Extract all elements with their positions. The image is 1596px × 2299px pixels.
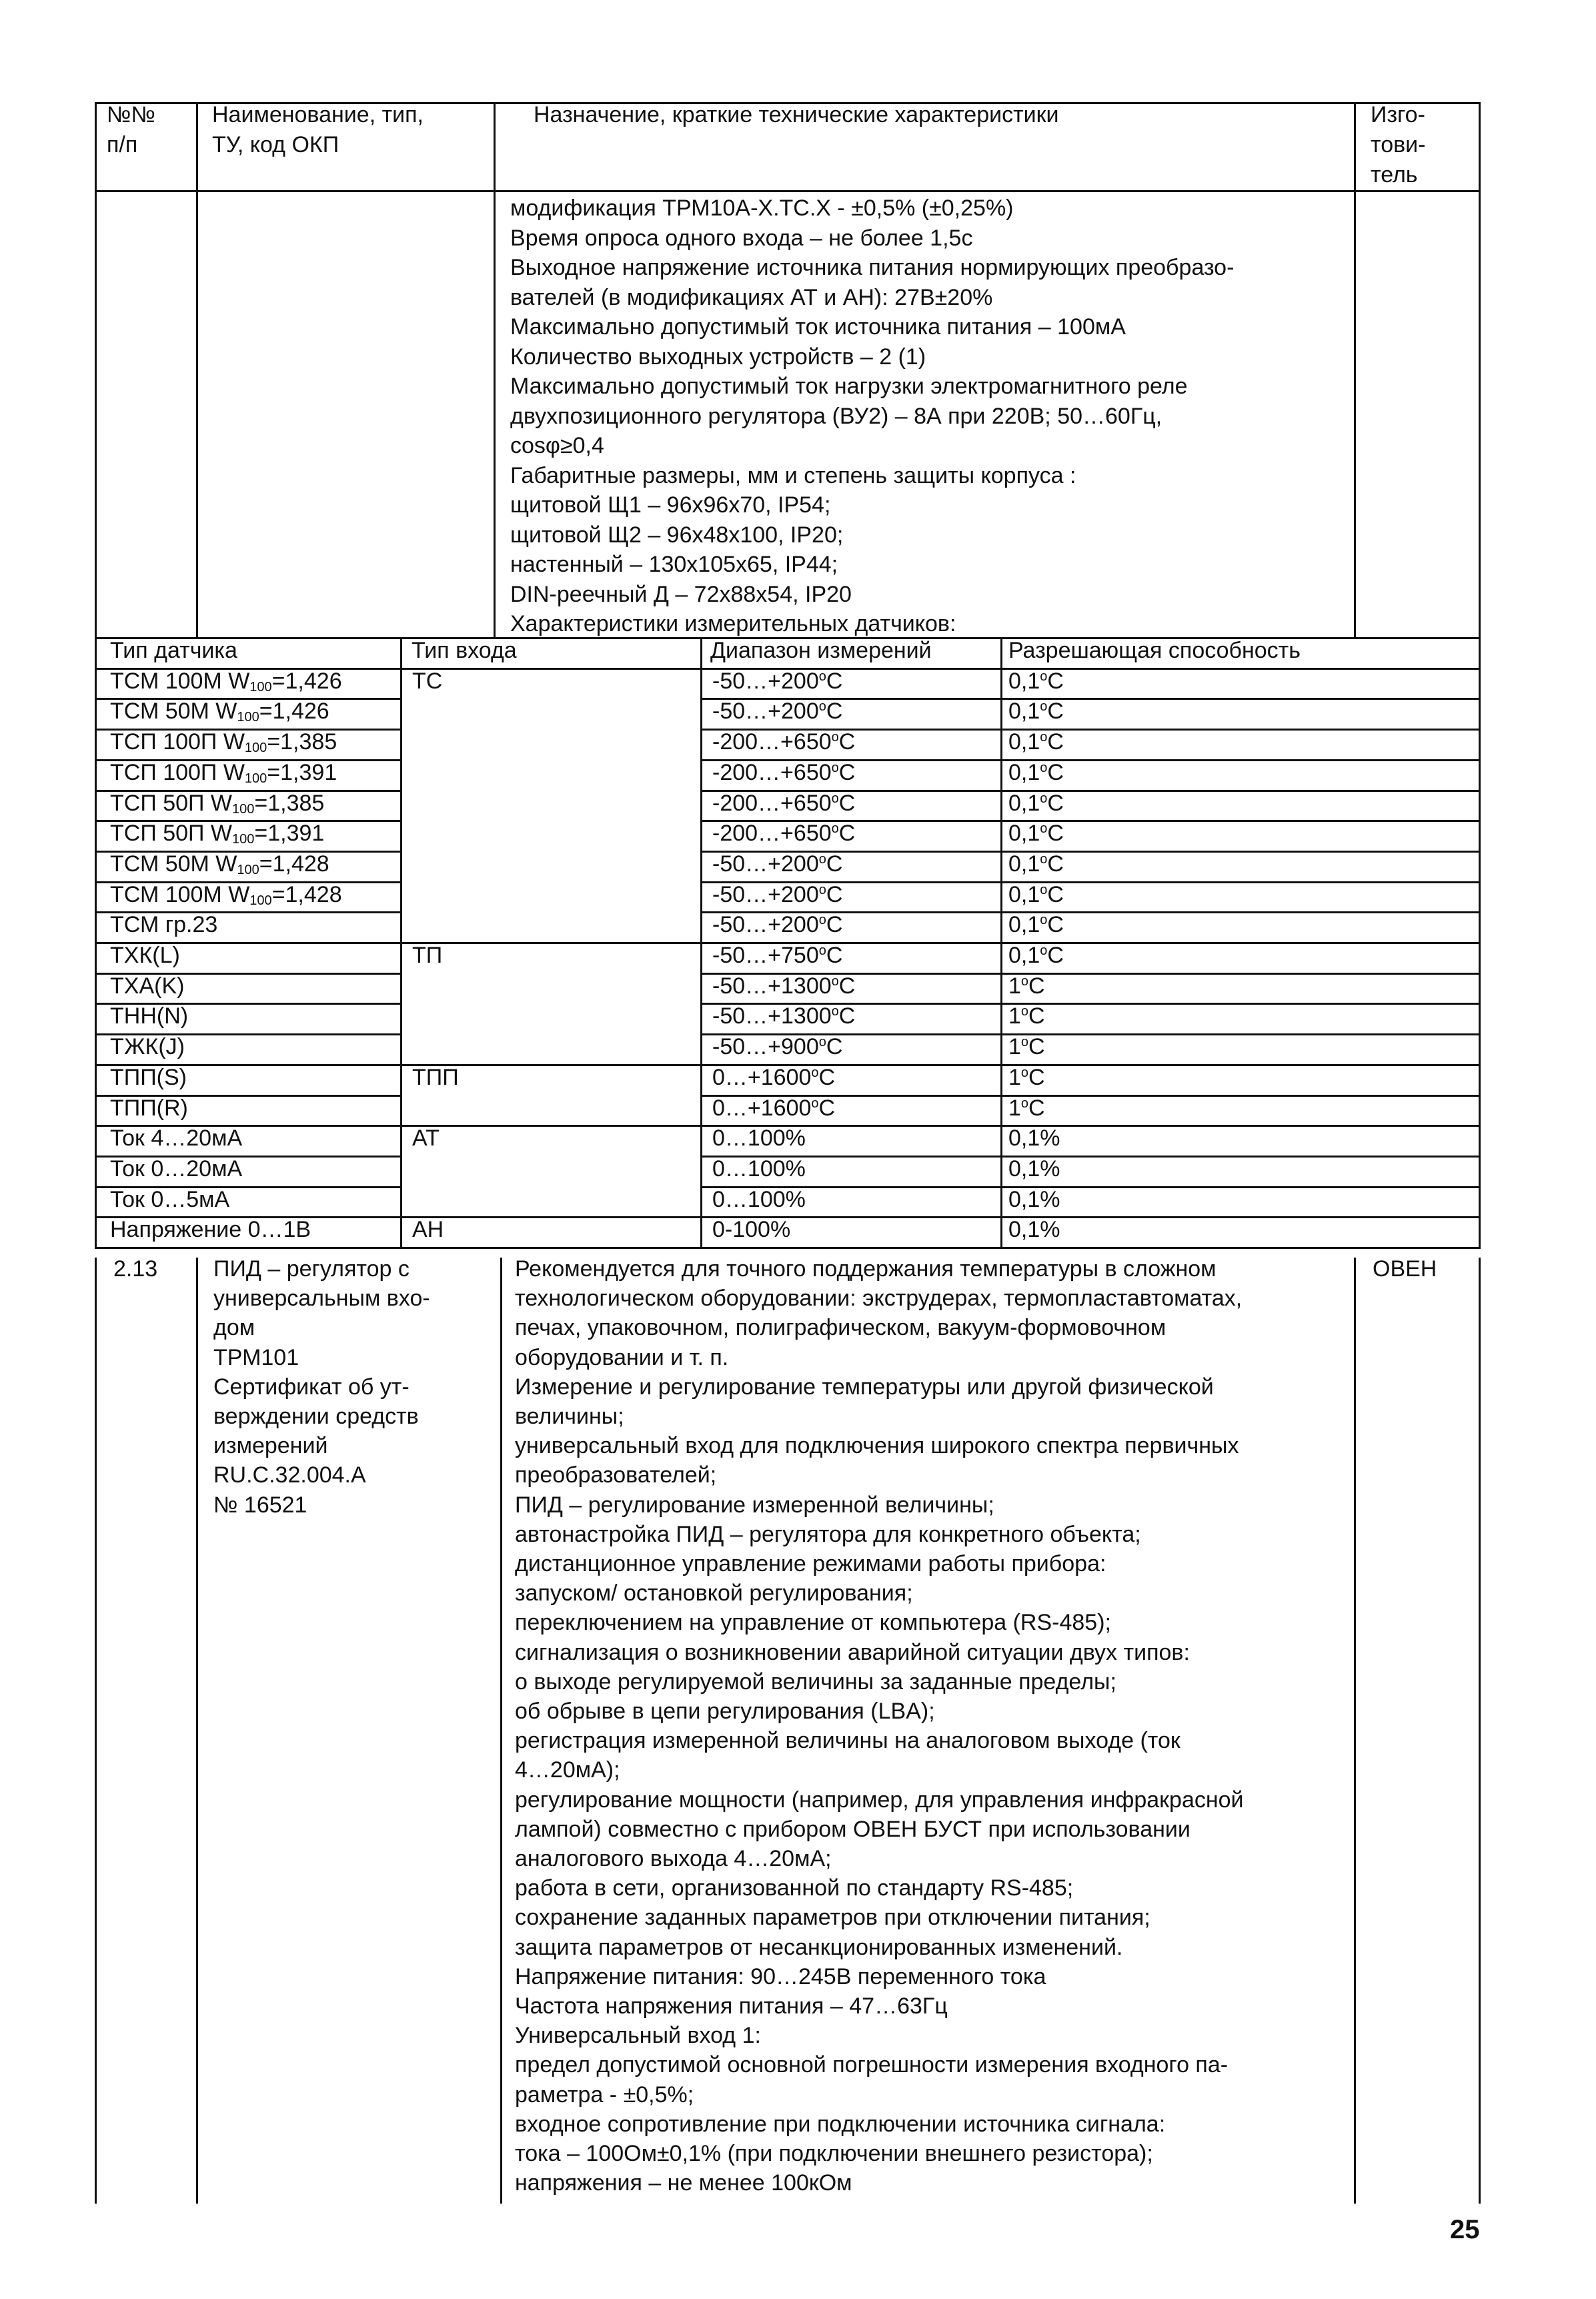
spec-line: вателей (в модификациях АТ и АН): 27В±20% (510, 284, 993, 310)
sensor-range-value: -50…+200 (712, 668, 819, 694)
entry-desc-line: об обрыве в цепи регулирования (LBA); (515, 1699, 935, 1724)
sensor-group-line (400, 942, 702, 944)
col-border-2 (196, 102, 198, 637)
sensor-row-line (700, 1247, 1481, 1249)
sensor-range-value: -50…+750 (712, 943, 819, 968)
entry-desc-line: печах, упаковочном, полиграфическом, вакуум-формовочном (515, 1315, 1166, 1341)
entry-desc-line: регулирование мощности (например, для управления инфракрасной (515, 1787, 1244, 1813)
spec-line: настенный – 130х105х65, IP44; (510, 552, 838, 577)
entry-col-border-4 (1354, 1258, 1356, 2204)
degree-sign: o (818, 699, 826, 715)
spec-line: Количество выходных устройств – 2 (1) (510, 344, 926, 370)
entry-name-line: верждении средств (213, 1404, 419, 1429)
sensor-range-value: -50…+200 (712, 699, 819, 725)
sensor-range-unit: C (838, 973, 856, 999)
sensor-resolution-unit: C (1047, 759, 1064, 785)
sensor-header-0: Тип датчика (110, 638, 237, 663)
sensor-range (712, 1001, 855, 1031)
sensor-range-unit: C (838, 759, 856, 785)
sensor-resolution-value: 0,1 (1008, 821, 1040, 847)
sensor-range (712, 697, 842, 727)
entry-name-line: Сертификат об ут- (213, 1374, 410, 1400)
sensor-range (712, 1154, 806, 1184)
degree-sign: o (818, 913, 826, 928)
sensor-range-value: -200…+650 (712, 759, 832, 785)
sensor-name (110, 1185, 229, 1215)
col-border-5 (1479, 102, 1481, 637)
spec-line: Максимально допустимый ток источника питания – 100мА (510, 314, 1126, 340)
sensor-input-type: АТ (412, 1125, 440, 1152)
sensor-range-unit: C (826, 699, 843, 725)
sensor-header-3: Разрешающая способность (1008, 638, 1301, 663)
entry-name-line: ТРМ101 (213, 1344, 299, 1370)
degree-sign: o (831, 1004, 839, 1019)
sensor-range (712, 1032, 842, 1062)
sensor-name (110, 849, 329, 879)
degree-sign: o (1040, 699, 1048, 715)
entry-desc-line: аналогового выхода 4…20мА; (515, 1846, 832, 1871)
sensor-resolution (1008, 941, 1064, 971)
sensor-subscript: 100 (237, 862, 259, 877)
sensor-subscript: 100 (237, 710, 259, 725)
degree-sign: o (831, 821, 839, 837)
sensor-name (110, 910, 217, 940)
sensor-header-1: Тип входа (412, 638, 517, 663)
sensor-name (110, 1215, 311, 1245)
sensor-range-value: -50…+200 (712, 912, 819, 938)
sensor-range-unit: C (838, 790, 856, 816)
sensor-range-value: -50…+900 (712, 1034, 819, 1060)
sensor-resolution-value: 1 (1008, 973, 1021, 999)
sensor-group-line (400, 1216, 702, 1218)
sensor-name (110, 697, 329, 727)
sensor-name (110, 666, 342, 697)
sensor-range-value: -50…+1300 (712, 973, 832, 999)
spec-line: DIN-реечный Д – 72х88х54, IP20 (510, 581, 852, 607)
sensor-name-text: ТСП 100П W (110, 759, 245, 785)
sensor-resolution-unit: C (1047, 729, 1064, 755)
entry-desc-line: запуском/ остановкой регулирования; (515, 1580, 913, 1606)
entry-desc-line: раметра - ±0,5%; (515, 2082, 694, 2108)
spec-line: Время опроса одного входа – не более 1,5с (510, 225, 973, 251)
sensor-row-line (700, 1125, 1481, 1127)
entry-desc-line: 4…20мА); (515, 1757, 620, 1783)
sensor-ratio: =1,428 (271, 881, 342, 907)
sensor-resolution-unit: C (1028, 1034, 1045, 1060)
sensor-name-text: ТСМ 100М W (110, 881, 250, 907)
sensor-range-value: -50…+200 (712, 881, 819, 907)
entry-manufacturer: ОВЕН (1373, 1256, 1437, 1282)
sensor-name (110, 880, 342, 910)
sensor-resolution (1008, 666, 1064, 697)
entry-name-line: ПИД – регулятор с (213, 1256, 410, 1282)
sensor-range-unit: C (838, 1003, 856, 1029)
sensor-resolution-value: 0,1 (1008, 851, 1040, 877)
sensor-ratio: =1,428 (259, 851, 329, 877)
sensor-resolution (1008, 789, 1064, 819)
sensor-name-text: ТПП(S) (110, 1064, 187, 1090)
sensor-resolution-unit: C (1028, 1064, 1045, 1090)
entry-name-line: измерений (213, 1433, 328, 1459)
sensor-name-text: ТСП 50П W (110, 821, 232, 847)
sensor-name-text: ТНН(N) (110, 1003, 189, 1029)
sensor-name (110, 1032, 185, 1062)
sensor-resolution-value: 0,1 (1008, 790, 1040, 816)
sensor-resolution (1008, 880, 1064, 910)
header-bottom-border (95, 190, 1481, 192)
spec-line: Максимально допустимый ток нагрузки электромагнитного реле (510, 374, 1188, 399)
sensor-resolution (1008, 849, 1064, 879)
sensor-input-type: ТС (412, 668, 443, 694)
sensor-resolution-unit: C (1028, 1095, 1045, 1121)
degree-sign: o (1020, 1095, 1029, 1111)
sensor-subscript: 100 (232, 832, 255, 847)
entry-desc-line: дистанционное управление режимами работы прибора: (515, 1551, 1106, 1576)
sensor-name-text: ТПП(R) (110, 1095, 188, 1121)
sensor-ratio: =1,385 (267, 729, 337, 755)
sensor-range-unit: C (826, 943, 843, 968)
col-border-1 (95, 102, 97, 637)
degree-sign: o (831, 730, 839, 745)
degree-sign: o (818, 851, 826, 867)
sensor-range-value: -200…+650 (712, 729, 832, 755)
sensor-range-unit: C (818, 1095, 836, 1121)
sensor-resolution-value: 0,1% (1008, 1156, 1060, 1182)
entry-name-line: № 16521 (213, 1492, 307, 1518)
entry-desc-line: Частота напряжения питания – 47…63Гц (515, 1993, 948, 2019)
sensor-resolution-value: 0,1 (1008, 759, 1040, 785)
sensor-resolution (1008, 727, 1064, 757)
entry-col-border-2 (196, 1258, 198, 2204)
sensor-range (712, 971, 855, 1001)
spec-line: щитовой Щ1 – 96х96х70, IP54; (510, 492, 831, 518)
degree-sign: o (1020, 1004, 1029, 1019)
sensor-range-value: -50…+200 (712, 851, 819, 877)
entry-name-line: дом (213, 1315, 255, 1341)
sensor-range-unit: C (826, 912, 843, 938)
sensor-resolution (1008, 819, 1064, 849)
sensor-resolution-value: 0,1% (1008, 1125, 1060, 1152)
sensor-name (110, 819, 324, 849)
degree-sign: o (831, 973, 839, 989)
entry-name-line: RU.C.32.004.A (213, 1462, 366, 1488)
degree-sign: o (811, 1065, 819, 1080)
sensor-range (712, 941, 842, 971)
degree-sign: o (818, 882, 826, 897)
sensor-name-text: ТСП 100П W (110, 729, 245, 755)
sensor-name-text: ТСМ гр.23 (110, 912, 218, 938)
degree-sign: o (1040, 668, 1048, 684)
sensor-range (712, 819, 855, 849)
sensor-input-type: АН (412, 1217, 444, 1243)
sensor-name-text: ТСМ 50М W (110, 851, 237, 877)
sensor-subscript: 100 (232, 801, 255, 817)
sensor-range-value: 0…+1600 (712, 1064, 812, 1090)
sensor-row-line (700, 1216, 1481, 1218)
sensor-resolution-unit: C (1028, 973, 1045, 999)
sensor-resolution (1008, 1032, 1045, 1062)
degree-sign: o (818, 943, 826, 958)
sensor-name (110, 1063, 187, 1093)
entry-desc-line: оборудовании и т. п. (515, 1344, 729, 1370)
sensor-resolution-value: 1 (1008, 1064, 1021, 1090)
sensor-row-line (700, 1186, 1481, 1188)
sensor-name-text: ТХК(L) (110, 943, 180, 968)
sensor-header-2: Диапазон измерений (710, 638, 932, 663)
sensor-name-text: ТСМ 50М W (110, 699, 237, 725)
sensor-range-unit: C (826, 668, 843, 694)
degree-sign: o (1020, 1035, 1029, 1050)
sensor-name (110, 1154, 242, 1184)
entry-desc-line: защита параметров от несанкционированных изменений. (515, 1934, 1123, 1960)
sensor-name-text: ТСМ 100М W (110, 668, 250, 694)
entry-desc-line: тока – 100Ом±0,1% (при подключении внешнего резистора); (515, 2141, 1153, 2166)
entry-desc-line: Напряжение питания: 90…245В переменного тока (515, 1963, 1046, 1989)
sensor-resolution-value: 0,1 (1008, 729, 1040, 755)
degree-sign: o (1040, 851, 1048, 867)
entry-number: 2.13 (113, 1256, 158, 1282)
sensor-resolution-unit: C (1047, 821, 1064, 847)
sensor-resolution-value: 0,1 (1008, 668, 1040, 694)
sensor-range-unit: C (826, 1034, 843, 1060)
sensor-resolution-unit: C (1047, 668, 1064, 694)
sensor-resolution-unit: C (1047, 699, 1064, 725)
sensor-range (712, 1093, 835, 1123)
degree-sign: o (1040, 943, 1048, 958)
sensor-range (712, 789, 855, 819)
sensor-resolution (1008, 971, 1045, 1001)
sensor-subscript: 100 (249, 893, 272, 908)
spec-line: Выходное напряжение источника питания нормирующих преобразо- (510, 255, 1235, 280)
sensor-ratio: =1,391 (267, 759, 337, 785)
degree-sign: o (1040, 882, 1048, 897)
sensor-range (712, 727, 855, 757)
sensor-resolution-value: 0,1 (1008, 881, 1040, 907)
entry-desc-line: ПИД – регулирование измеренной величины; (515, 1492, 994, 1518)
sensor-range-unit: C (838, 729, 856, 755)
sensor-resolution (1008, 1185, 1060, 1215)
sensor-range (712, 910, 842, 940)
degree-sign: o (831, 791, 839, 806)
sensor-resolution (1008, 910, 1064, 940)
entry-desc-line: входное сопротивление при подключении источника сигнала: (515, 2111, 1166, 2137)
sensor-range (712, 1123, 806, 1154)
degree-sign: o (1040, 821, 1048, 837)
spec-line: Габаритные размеры, мм и степень защиты корпуса : (510, 462, 1076, 488)
entry-desc-line: технологическом оборудовании: экструдерах, термопластавтоматах, (515, 1286, 1243, 1312)
entry-desc-line: величины; (515, 1404, 624, 1429)
sensor-range (712, 880, 842, 910)
sensor-name-text: Ток 0…5мА (110, 1186, 230, 1212)
sensor-range-value: 0…100% (712, 1125, 806, 1152)
sensor-resolution-unit: C (1047, 851, 1064, 877)
sensor-name-text: Ток 4…20мА (110, 1125, 243, 1152)
sensor-resolution-value: 1 (1008, 1095, 1021, 1121)
sensor-resolution (1008, 1215, 1060, 1245)
sensor-range (712, 666, 842, 697)
spec-line: щитовой Щ2 – 96х48х100, IP20; (510, 522, 844, 548)
degree-sign: o (831, 760, 839, 775)
degree-sign: o (818, 1035, 826, 1050)
sensor-resolution-unit: C (1047, 912, 1064, 938)
sensor-group-line (400, 668, 702, 670)
sensor-name-text: Ток 0…20мА (110, 1156, 243, 1182)
entry-desc-line: работа в сети, организованной по стандарту RS-485; (515, 1875, 1074, 1901)
sensor-range-value: -50…+1300 (712, 1003, 832, 1029)
degree-sign: o (1040, 913, 1048, 928)
entry-desc-line: сигнализация о возникновении аварийной ситуации двух типов: (515, 1639, 1190, 1665)
sensor-name (110, 789, 324, 819)
sensor-name (110, 1093, 188, 1123)
sensor-name-text: ТСП 50П W (110, 790, 232, 816)
sensor-range-unit: C (838, 821, 856, 847)
spec-line: cosφ≥0,4 (510, 433, 604, 458)
col-border-4 (1354, 102, 1356, 637)
sensor-subscript: 100 (244, 771, 267, 786)
entry-desc-line: регистрация измеренной величины на аналоговом выходе (ток (515, 1728, 1180, 1754)
entry-desc-line: о выходе регулируемой величины за заданные пределы; (515, 1669, 1116, 1695)
degree-sign: o (1020, 1065, 1029, 1080)
sensor-ratio: =1,426 (271, 668, 342, 694)
degree-sign: o (1040, 730, 1048, 745)
degree-sign: o (811, 1095, 819, 1111)
sensor-resolution-value: 0,1 (1008, 912, 1040, 938)
sensor-resolution (1008, 1063, 1045, 1093)
entry-desc-line: переключением на управление от компьютера (RS-485); (515, 1610, 1111, 1636)
sensor-range-unit: C (826, 881, 843, 907)
sensor-name (110, 1123, 242, 1154)
entry-col-border-1 (95, 1258, 97, 2204)
entry-desc-line: Рекомендуется для точного поддержания температуры в сложном (515, 1256, 1217, 1282)
entry-col-border-3 (500, 1258, 502, 2204)
entry-desc-line: автонастройка ПИД – регулятора для конкретного объекта; (515, 1521, 1141, 1547)
degree-sign: o (1040, 760, 1048, 775)
degree-sign: o (1040, 791, 1048, 806)
sensor-range (712, 1063, 835, 1093)
col-border-3 (494, 102, 496, 637)
sensor-name (110, 1001, 188, 1031)
entry-desc-line: Измерение и регулирование температуры или другой физической (515, 1374, 1214, 1400)
sensor-subscript: 100 (249, 679, 272, 695)
degree-sign: o (818, 668, 826, 684)
sensor-resolution-value: 0,1% (1008, 1217, 1060, 1243)
entry-desc-line: универсальный вход для подключения широкого спектра первичных (515, 1433, 1239, 1459)
sensor-resolution-unit: C (1047, 881, 1064, 907)
sensor-resolution-unit: C (1047, 790, 1064, 816)
sensor-name-text: Напряжение 0…1В (110, 1217, 311, 1243)
sensor-resolution (1008, 1123, 1060, 1154)
sensor-name (110, 758, 337, 788)
sensor-resolution-value: 0,1% (1008, 1186, 1060, 1212)
spec-line: двухпозиционного регулятора (ВУ2) – 8А при 220В; 50…60Гц, (510, 403, 1162, 429)
entry-desc-line: лампой) совместно с прибором ОВЕН БУСТ при использовании (515, 1816, 1190, 1842)
sensor-input-type: ТП (412, 943, 443, 968)
sensor-row-line (700, 1156, 1481, 1158)
entry-desc-line: преобразователей; (515, 1462, 717, 1488)
entry-col-border-5 (1479, 1258, 1481, 2204)
sensor-range-unit: C (818, 1064, 836, 1090)
sensor-range (712, 849, 842, 879)
sensor-name (110, 971, 184, 1001)
sensor-resolution (1008, 1093, 1045, 1123)
sensor-resolution (1008, 1001, 1045, 1031)
sensor-range (712, 1185, 806, 1215)
entry-desc-line: сохранение заданных параметров при отключении питания; (515, 1905, 1150, 1931)
sensor-resolution-unit: C (1047, 943, 1064, 968)
sensor-range-value: -200…+650 (712, 821, 832, 847)
spec-line: модификация ТРМ10А-Х.ТС.Х - ±0,5% (±0,25%) (510, 195, 1014, 221)
spec-line: Характеристики измерительных датчиков: (510, 611, 956, 636)
sensor-resolution-value: 0,1 (1008, 699, 1040, 725)
sensor-row-line (95, 1247, 402, 1249)
sensor-range-value: -200…+650 (712, 790, 832, 816)
sensor-resolution-value: 0,1 (1008, 943, 1040, 968)
sensor-name-text: ТХА(K) (110, 973, 185, 999)
document-page: №№ п/п Наименование, тип, ТУ, код ОКП Назначение, краткие технические характеристики Изго- тови- тель модификация ТРМ10А-Х.ТС.Х - ±0,5% (±0,25%) Время опроса одного входа – не более 1,5с Выходное напряжение источника питания нормирующих преобразо- вателей (в модификациях АТ и АН): 27В±20% Максимально допустимый ток источника питания – 100мА Количество выходных устройств – 2 (1) Максимально допустимый ток нагрузки электромагнитного реле двухпозиционного регулятора (ВУ2) – 8А при 220В; 50…60Гц, cosφ≥0,4 Габаритные размеры, мм и степень защиты корпуса : щитовой Щ1 – 96х96х70, IP54; щитовой Щ2 – 96х48х100, IP20; настенный – 130х105х65, IP44; DIN-реечный Д – 72х88х54, IP20 Характеристики измерительных датчиков: Тип датчика Тип входа Диапазон измерений Разрешающая способность ТСМ 100М $W_{100}=1,426$ ТС $-50\dots+200^oC$ 0,1$^o$C ТСМ 50М $W_{100}=1,426$ $-50\dots+200^oC$ 0,1$^o$C ТСП 100П $W_{100}=1,385$ $-200\dots+650^oC$ 0,1$^o$C ТСП 100П $W_{100}=1,391$ $-200\dots+650^oC$ 0,1$^o$C ТСП 50П $W_{100}=1,385$ $-200\dots+650^oC$ 0,1$^o$C ТСП 50П $W_{100}=1,391$ $-200\dots+650^oC$ 0,1$^o$C ТСМ 50М $W_{100}=1,428$ $-50\dots+200^oC$ 0,1$^o$C ТСМ 100М $W_{100}=1,428$ $-50\dots+200^oC$ 0,1$^o$C ТСМ гр.23 $-50\dots+200^oC$ 0,1$^o$C ТХК(L) ТП $-50\dots+750^oC$ 0,1$^o$C ТХА(K) $-50\dots+1300^oC$ 1$^o$C ТНН(N) $-50\dots+1300^oC$ 1$^o$C ТЖК(J) $-50\dots+900^oC$ 1$^o$C ТПП(S) ТПП $0\dots+1600^oC$ 1$^o$C ТПП(R) $0\dots+1600^oC$ 1$^o$C Ток 4…20мА АТ 0…100% 0,1% Ток 0…20мА 0…100% 0,1% Ток 0…5мА 0…100% 0,1% Напряжение 0…1В АН 0-100% 0,1% 2.13 ПИД – регулятор с универсальным вхо- дом ТРМ101 Сертификат об ут- верждении средств измерений RU.C.32.004.A № 16521 Рекомендуется для точного поддержания температуры в сложном технологическом оборудовании: экструдерах, термопластавтоматах, печах, упаковочном, полиграфическом, вакуум-формовочном оборудовании и т. п. Измерение и регулирование температуры или другой физической величины; универсальный вход для подключения широкого спектра первичных преобразователей; ПИД – регулирование измеренной величины; автонастройка ПИД – регулятора для конкретного объекта; дистанционное управление режимами работы прибора: запуском/ остановкой регулирования; переключением на управление от компьютера (RS-485); сигнализация о возникновении аварийной ситуации двух типов: о выходе регулируемой величины за заданные пределы; об обрыве в цепи регулирования (LBA); регистрация измеренной величины на аналоговом выходе (ток 4…20мА); регулирование мощности (например, для управления инфракрасной лампой) совместно с прибором ОВЕН БУСТ при использовании аналогового выхода 4…20мА; работа в сети, организованной по стандарту RS-485; сохранение заданных параметров при отключении питания; защита параметров от несанкционированных изменений. Напряжение питания: 90…245В переменного тока Частота напряжения питания – 47…63Гц Универсальный вход 1: предел допустимой основной погрешности измерения входного па- раметра - ±0,5%; входное сопротивление при подключении источника сигнала: тока – 100Ом±0,1% (при подключении внешнего резистора); напряжения – не менее 100кОм ОВЕН 25 (0, 0, 1596, 2299)
sensor-name-text: ТЖК(J) (110, 1034, 185, 1060)
sensor-range-value: 0…100% (712, 1156, 806, 1182)
sensor-range-value: 0-100% (712, 1217, 791, 1243)
sensor-input-type: ТПП (412, 1064, 459, 1090)
sensor-resolution-value: 1 (1008, 1034, 1021, 1060)
sensor-group-line (400, 1247, 702, 1249)
sensor-ratio: =1,385 (254, 790, 325, 816)
entry-name-line: универсальным вхо- (213, 1286, 430, 1312)
sensor-range (712, 758, 855, 788)
sensor-range (712, 1215, 790, 1245)
sensor-ratio: =1,426 (259, 699, 329, 725)
entry-desc-line: предел допустимой основной погрешности измерения входного па- (515, 2052, 1229, 2078)
sensor-resolution (1008, 697, 1064, 727)
page-number: 25 (1450, 2215, 1480, 2244)
sensor-resolution-unit: C (1028, 1003, 1045, 1029)
degree-sign: o (1020, 973, 1029, 989)
sensor-range-unit: C (826, 851, 843, 877)
sensor-resolution (1008, 758, 1064, 788)
sensor-group-line (400, 1125, 702, 1127)
sensor-name (110, 727, 337, 757)
sensor-subscript: 100 (244, 741, 267, 756)
sensor-range-value: 0…+1600 (712, 1095, 812, 1121)
entry-desc-line: напряжения – не менее 100кОм (515, 2170, 852, 2196)
sensor-resolution-value: 1 (1008, 1003, 1021, 1029)
sensor-resolution (1008, 1154, 1060, 1184)
sensor-range-value: 0…100% (712, 1186, 806, 1212)
entry-desc-line: Универсальный вход 1: (515, 2023, 761, 2049)
sensor-ratio: =1,391 (254, 821, 325, 847)
sensor-name (110, 941, 180, 971)
